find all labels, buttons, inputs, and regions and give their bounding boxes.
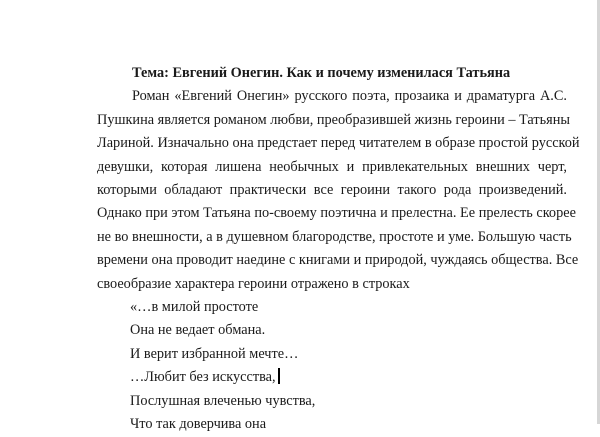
paragraph-line: Лариной. Изначально она предстает перед читателем в образе простой русской	[97, 135, 580, 152]
verse-line-with-cursor	[130, 366, 567, 389]
paragraph-line: не во внешности, а в душевном благородстве, простоте и уме. Большую часть	[97, 228, 572, 245]
paragraph-line: девушки, которая лишена необычных и привлекательных внешних черт,	[97, 158, 567, 175]
verse-line: Послушная влеченью чувства,	[130, 392, 316, 409]
document-body[interactable]	[97, 62, 580, 437]
body-paragraph	[97, 85, 580, 296]
verse-line-text: …Любит без искусства,	[130, 369, 276, 386]
paragraph-line: Пушкина является романом любви, преобразившей жизнь героини – Татьяны	[97, 111, 571, 128]
paragraph-line: времени она проводит наедине с книгами и природой, чуждаясь общества. Все	[97, 252, 579, 269]
paragraph-line: которыми обладают практически все героини такого рода произведений.	[97, 182, 567, 199]
verse-line: Она не ведает обмана.	[130, 322, 266, 339]
paragraph-line: Однако при этом Татьяна по-своему поэтична и прелестна. Ее прелесть скорее	[97, 205, 576, 222]
text-cursor	[278, 368, 280, 384]
paragraph-line: Роман «Евгений Онегин» русского поэта, прозаика и драматурга А.С.	[132, 88, 567, 105]
verse-line: И верит избранной мечте…	[130, 345, 299, 362]
verse-quote	[97, 296, 567, 436]
verse-line: «…в милой простоте	[130, 299, 259, 316]
verse-line: Что так доверчива она	[130, 416, 267, 433]
paragraph-line: своеобразие характера героини отражено в строках	[97, 275, 410, 292]
document-title: Тема: Евгений Онегин. Как и почему изменилася Татьяна	[132, 65, 511, 81]
